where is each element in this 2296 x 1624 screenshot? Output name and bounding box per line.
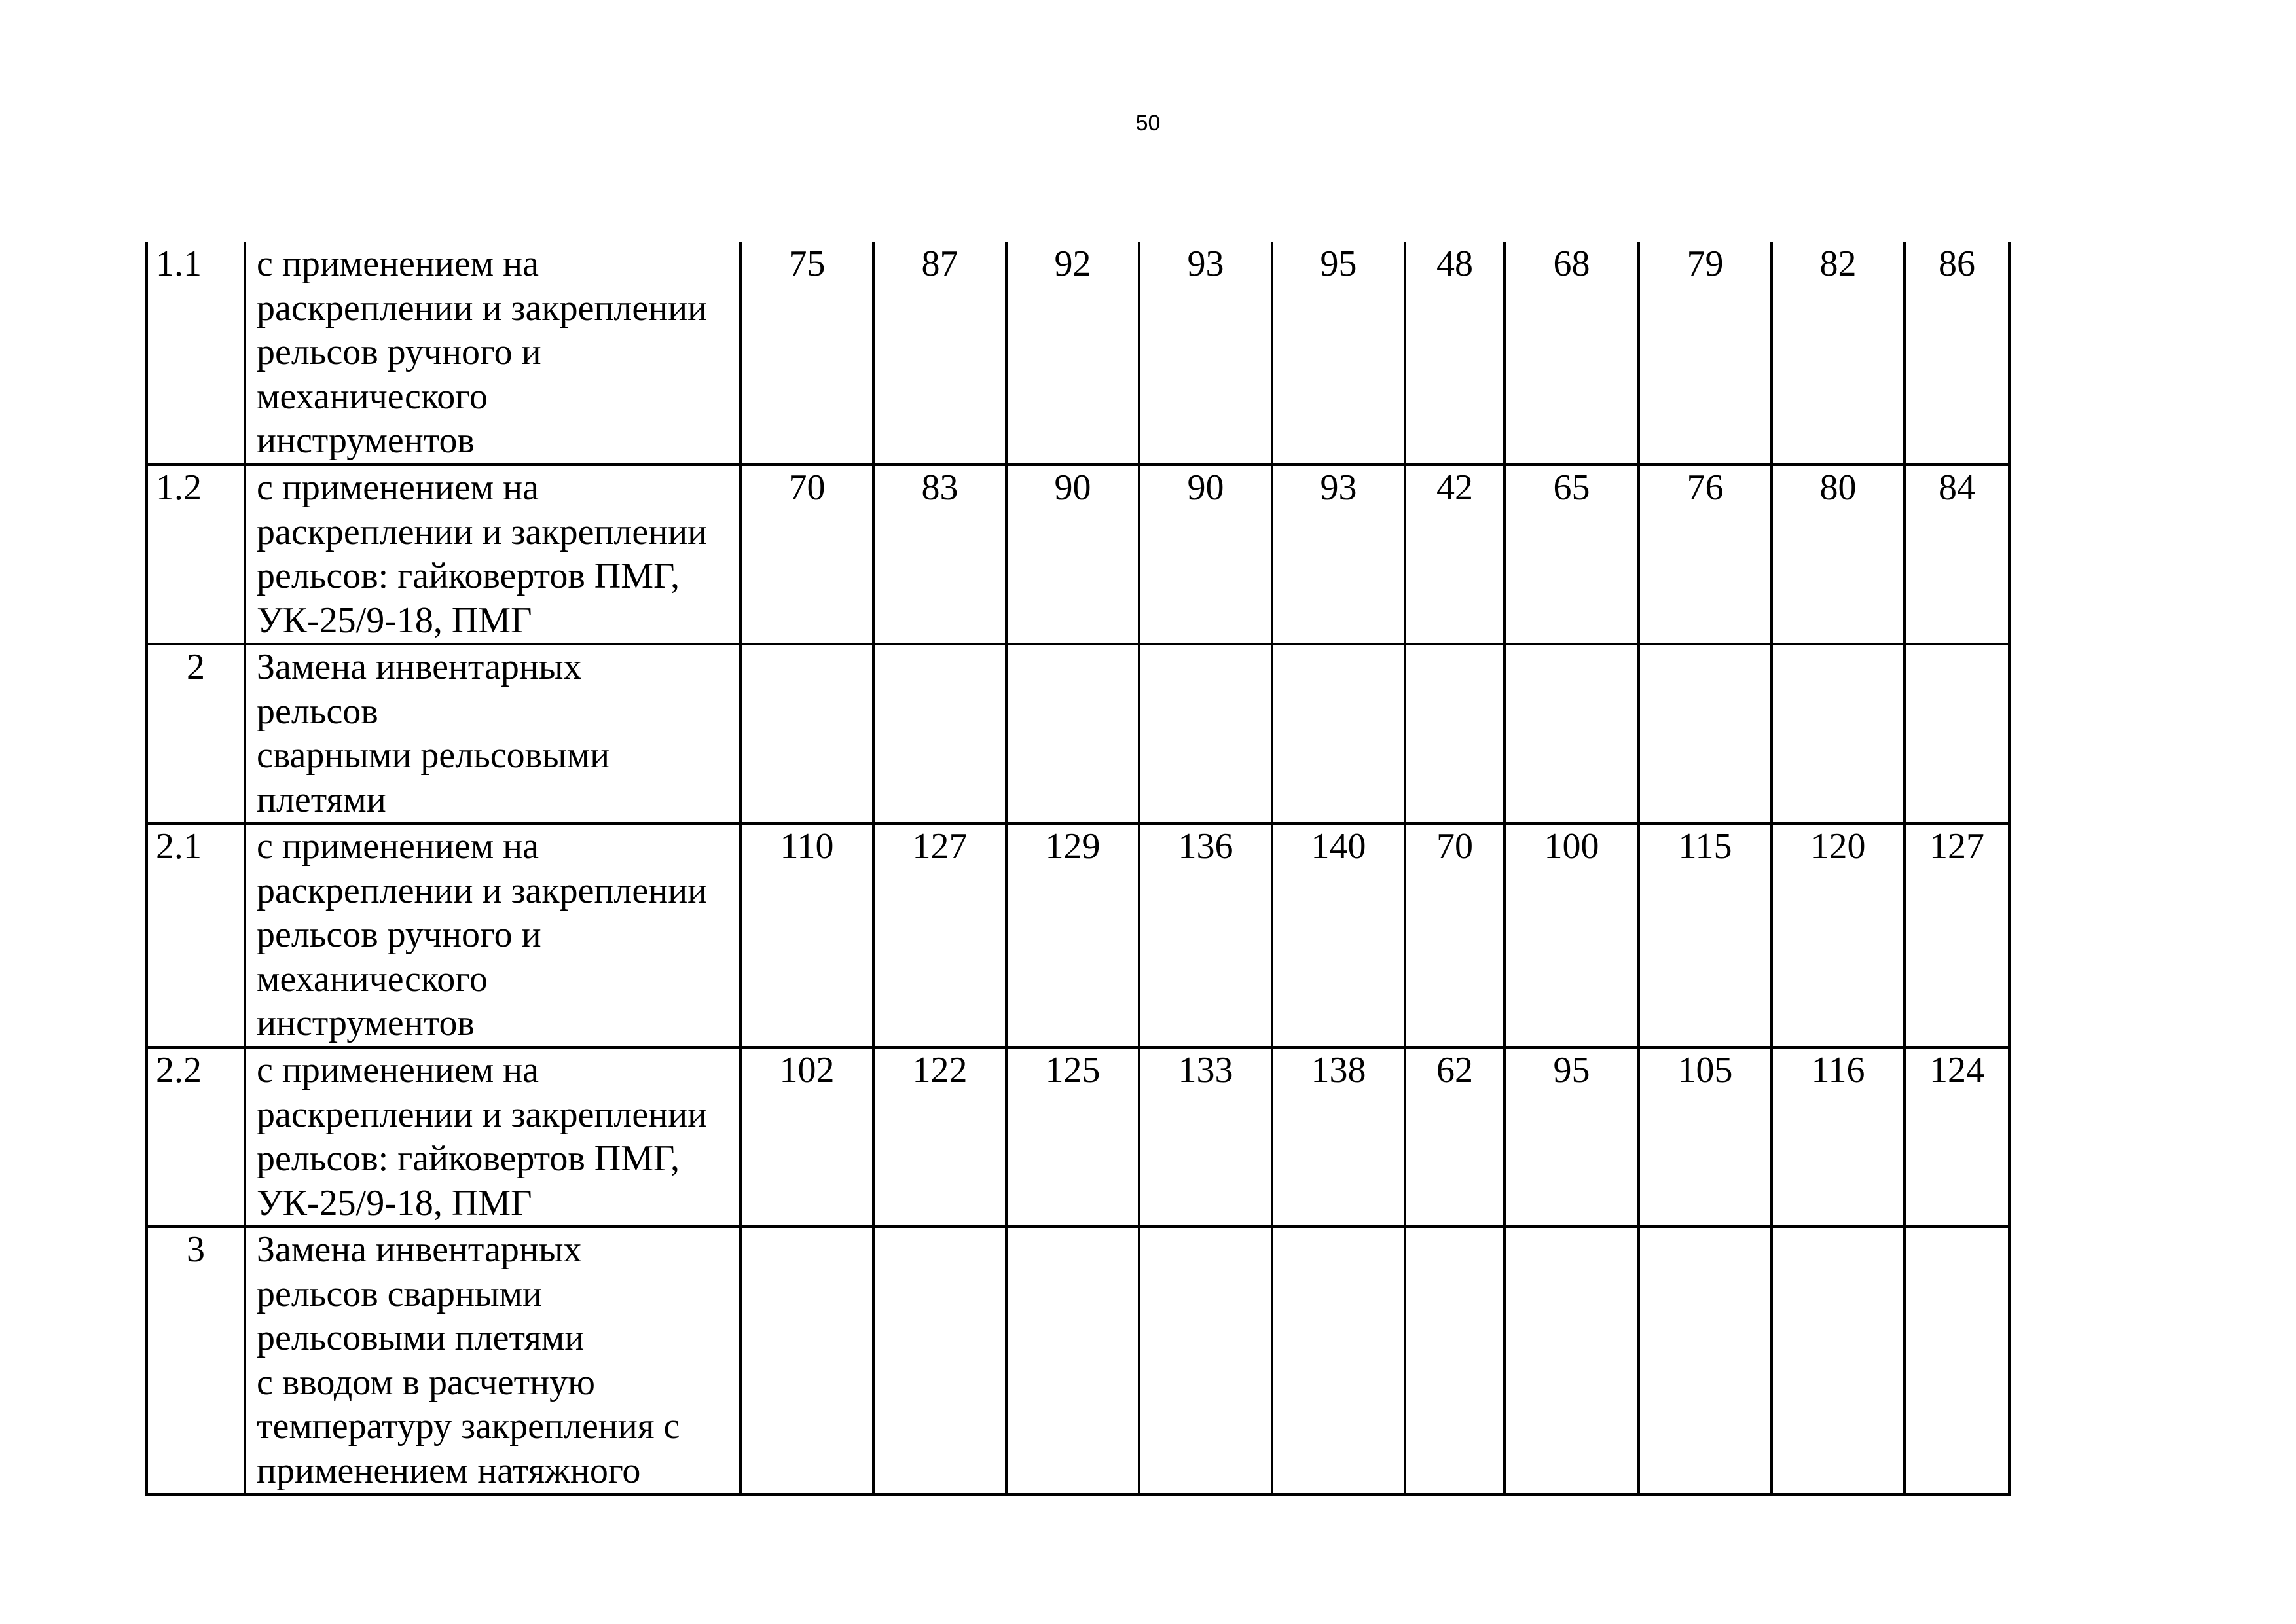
value-cell <box>1904 1227 2009 1494</box>
row-number: 2.2 <box>147 1047 245 1227</box>
value-cell <box>1006 644 1139 823</box>
value-cell: 83 <box>873 465 1006 644</box>
value-cell: 120 <box>1772 823 1904 1047</box>
value-cell: 75 <box>740 242 873 465</box>
value-cell: 76 <box>1639 465 1772 644</box>
value-cell <box>1639 644 1772 823</box>
value-cell <box>1772 1227 1904 1494</box>
value-cell <box>1639 1227 1772 1494</box>
value-cell: 140 <box>1272 823 1405 1047</box>
value-cell: 65 <box>1504 465 1639 644</box>
norms-table <box>145 242 2011 1496</box>
value-cell: 125 <box>1006 1047 1139 1227</box>
value-cell <box>1772 644 1904 823</box>
row-description: с применением на раскреплении и закреплении рельсов ручного и механического инструментов <box>245 823 740 1047</box>
value-cell: 93 <box>1139 242 1272 465</box>
value-cell: 86 <box>1904 242 2009 465</box>
value-cell <box>1904 644 2009 823</box>
value-cell: 92 <box>1006 242 1139 465</box>
table-row <box>147 1047 2009 1227</box>
value-cell: 122 <box>873 1047 1006 1227</box>
table-row <box>147 823 2009 1047</box>
value-cell: 62 <box>1405 1047 1504 1227</box>
row-number: 2 <box>147 644 245 823</box>
page-number: 50 <box>1135 111 1161 135</box>
value-cell: 42 <box>1405 465 1504 644</box>
value-cell: 70 <box>740 465 873 644</box>
table-row <box>147 1227 2009 1494</box>
value-cell: 80 <box>1772 465 1904 644</box>
value-cell <box>1139 1227 1272 1494</box>
table-row <box>147 242 2009 465</box>
value-cell: 115 <box>1639 823 1772 1047</box>
value-cell: 129 <box>1006 823 1139 1047</box>
row-number: 2.1 <box>147 823 245 1047</box>
value-cell: 84 <box>1904 465 2009 644</box>
value-cell <box>740 1227 873 1494</box>
value-cell <box>873 644 1006 823</box>
value-cell <box>1405 1227 1504 1494</box>
value-cell <box>1504 1227 1639 1494</box>
row-description: Замена инвентарных рельсов сварными рельсовыми плетями с вводом в расчетную температуру закрепления с применением натяжного <box>245 1227 740 1494</box>
value-cell: 116 <box>1772 1047 1904 1227</box>
row-description: с применением на раскреплении и закреплении рельсов: гайковертов ПМГ, УК-25/9-18, ПМГ <box>245 465 740 644</box>
value-cell: 87 <box>873 242 1006 465</box>
value-cell <box>1272 1227 1405 1494</box>
value-cell: 124 <box>1904 1047 2009 1227</box>
row-description: с применением на раскреплении и закреплении рельсов: гайковертов ПМГ, УК-25/9-18, ПМГ <box>245 1047 740 1227</box>
row-description: Замена инвентарных рельсов сварными рельсовыми плетями <box>245 644 740 823</box>
table-row <box>147 465 2009 644</box>
value-cell: 100 <box>1504 823 1639 1047</box>
row-description: с применением на раскреплении и закреплении рельсов ручного и механического инструментов <box>245 242 740 465</box>
value-cell: 48 <box>1405 242 1504 465</box>
value-cell: 79 <box>1639 242 1772 465</box>
value-cell: 127 <box>873 823 1006 1047</box>
value-cell: 102 <box>740 1047 873 1227</box>
value-cell <box>1405 644 1504 823</box>
value-cell: 90 <box>1006 465 1139 644</box>
value-cell: 82 <box>1772 242 1904 465</box>
value-cell: 68 <box>1504 242 1639 465</box>
value-cell: 70 <box>1405 823 1504 1047</box>
value-cell: 127 <box>1904 823 2009 1047</box>
value-cell <box>873 1227 1006 1494</box>
value-cell: 90 <box>1139 465 1272 644</box>
row-number: 3 <box>147 1227 245 1494</box>
table-row <box>147 644 2009 823</box>
value-cell <box>1139 644 1272 823</box>
value-cell <box>1006 1227 1139 1494</box>
value-cell: 138 <box>1272 1047 1405 1227</box>
row-number: 1.2 <box>147 465 245 644</box>
value-cell: 136 <box>1139 823 1272 1047</box>
value-cell <box>1272 644 1405 823</box>
value-cell <box>1504 644 1639 823</box>
value-cell: 110 <box>740 823 873 1047</box>
value-cell: 95 <box>1272 242 1405 465</box>
value-cell <box>740 644 873 823</box>
value-cell: 95 <box>1504 1047 1639 1227</box>
value-cell: 93 <box>1272 465 1405 644</box>
row-number: 1.1 <box>147 242 245 465</box>
value-cell: 105 <box>1639 1047 1772 1227</box>
value-cell: 133 <box>1139 1047 1272 1227</box>
